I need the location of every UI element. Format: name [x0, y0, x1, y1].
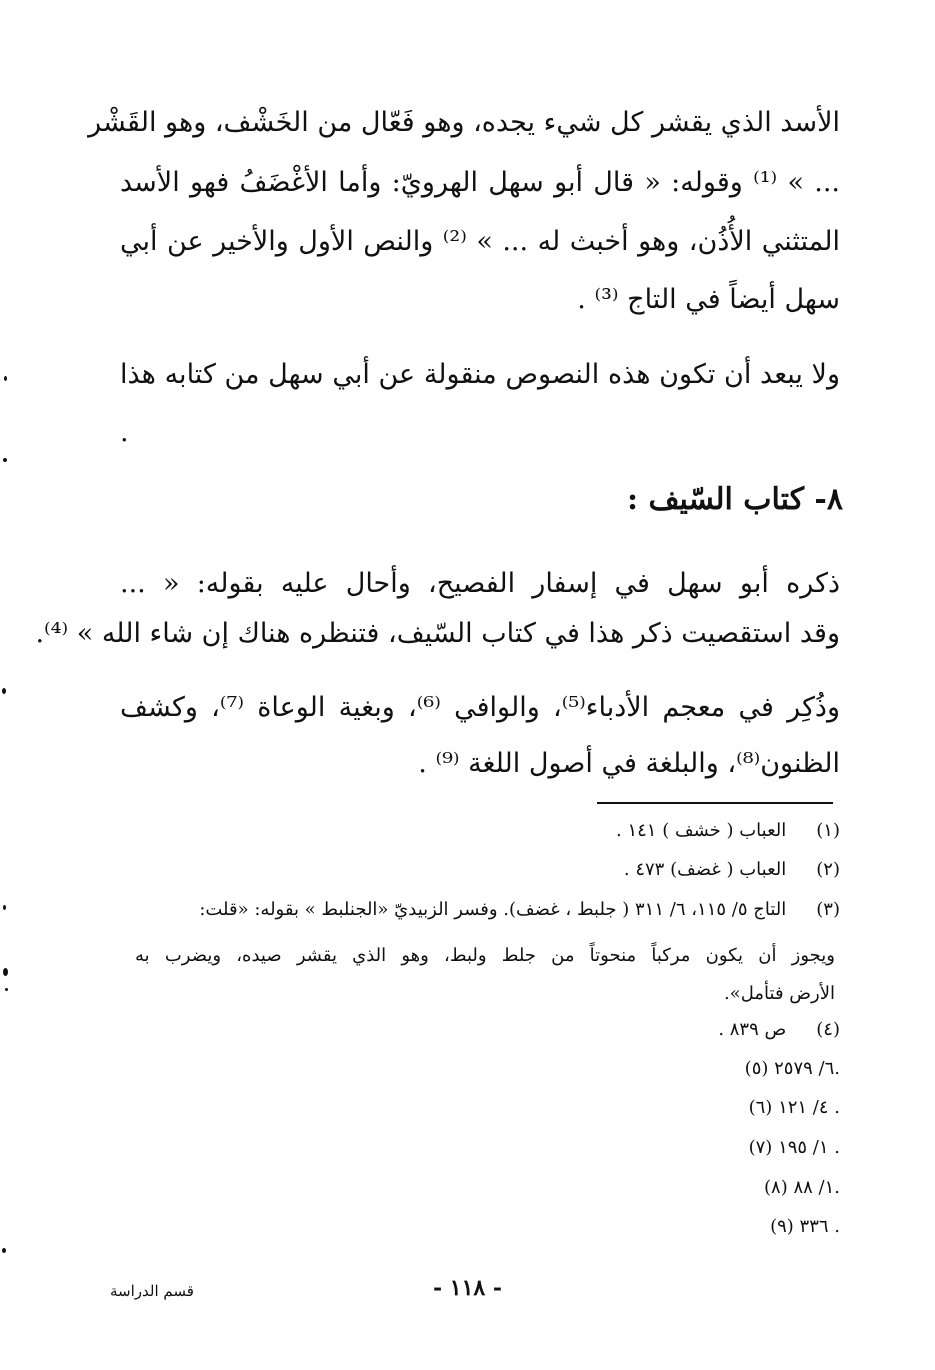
body-line: ... » ⁽¹⁾ وقوله: « قال أبو سهل الهرويّ: وأما الأغْضَفُ فهو الأسد: [120, 167, 840, 198]
footnote-text: ١/ ٨٨.: [793, 1177, 840, 1198]
section-heading: ٨- كتاب السّيف :: [626, 482, 843, 517]
footnote-text: ٤/ ١٢١ .: [778, 1097, 840, 1118]
body-line: .: [120, 417, 129, 448]
footnote-number: (٨): [763, 1177, 788, 1198]
scan-speck: [4, 376, 7, 381]
scan-speck: [5, 988, 8, 991]
section-label: قسم الدراسة: [110, 1282, 194, 1300]
scan-speck: [3, 905, 6, 910]
footnote-number: (٤): [816, 1019, 840, 1040]
scan-speck: [3, 968, 8, 976]
scan-speck: [2, 688, 6, 694]
footnote-number: (٣): [816, 899, 840, 920]
footnote-text: ٣٣٦ .: [799, 1216, 840, 1237]
body-line: وذُكِر في معجم الأدباء⁽⁵⁾، والوافي ⁽⁶⁾، وبغية الوعاة ⁽⁷⁾، وكشف: [120, 692, 840, 723]
scan-speck: [2, 1248, 6, 1253]
footnote-rule: [597, 802, 833, 804]
footnote-text: ص ٨٣٩ .: [718, 1019, 787, 1040]
footnote-item: [724, 1134, 840, 1162]
footnote-number: (٢): [816, 859, 840, 880]
footnote-item: [718, 1016, 840, 1044]
footnote-text: ٦/ ٢٥٧٩.: [774, 1058, 840, 1079]
footnote-item: [624, 856, 840, 884]
footnote-item: [199, 896, 840, 924]
footnote-text: العباب ( خشف ) ١٤١ .: [616, 820, 787, 841]
body-line: ولا يبعد أن تكون هذه النصوص منقولة عن أبي سهل من كتابه هذا: [120, 359, 840, 390]
footnote-item: [720, 1055, 840, 1083]
footnote-text: التاج ٥/ ١١٥، ٦/ ٣١١ ( جلبط ، غضف). وفسر الزبيديّ «الجنلبط » بقوله: «قلت:: [199, 899, 787, 920]
footnote-text: ١/ ١٩٥ .: [778, 1137, 840, 1158]
footnote-item: [724, 1094, 840, 1122]
footnote-number: (١): [816, 820, 840, 841]
body-line: سهل أيضاً في التاج ⁽³⁾ .: [577, 284, 840, 315]
footnote-number: (٧): [748, 1137, 773, 1158]
footnote-number: (٦): [748, 1097, 773, 1118]
footnote-item: [740, 1174, 840, 1202]
body-line: الأسد الذي يقشر كل شيء يجده، وهو فَعّال من الخَشْف، وهو القَشْر: [88, 107, 840, 138]
body-line: الظنون⁽⁸⁾، والبلغة في أصول اللغة ⁽⁹⁾ .: [418, 748, 840, 779]
page-number: - ١١٨ -: [432, 1275, 503, 1301]
scan-speck: [3, 458, 7, 462]
body-line: وقد استقصيت ذكر هذا في كتاب السّيف، فتنظره هناك إن شاء الله » ⁽⁴⁾.: [35, 618, 840, 649]
footnote-text: العباب ( غضف) ٤٧٣ .: [623, 859, 787, 880]
footnote-number: (٩): [770, 1216, 794, 1237]
body-line: المتثني الأُذُن، وهو أخبث له ... » ⁽²⁾ والنص الأول والأخير عن أبي: [120, 226, 840, 257]
body-line: ذكره أبو سهل في إسفار الفصيح، وأحال عليه بقوله: « ...: [120, 568, 840, 599]
footnote-continuation: الأرض فتأمل».: [724, 983, 835, 1004]
footnote-continuation: ويجوز أن يكون مركباً منحوتاً من جلط ولبط، وهو الذي يقشر صيده، ويضرب به: [135, 945, 835, 966]
footnote-item: [746, 1213, 840, 1241]
footnote-number: (٥): [744, 1058, 769, 1079]
footnote-item: [616, 817, 840, 845]
